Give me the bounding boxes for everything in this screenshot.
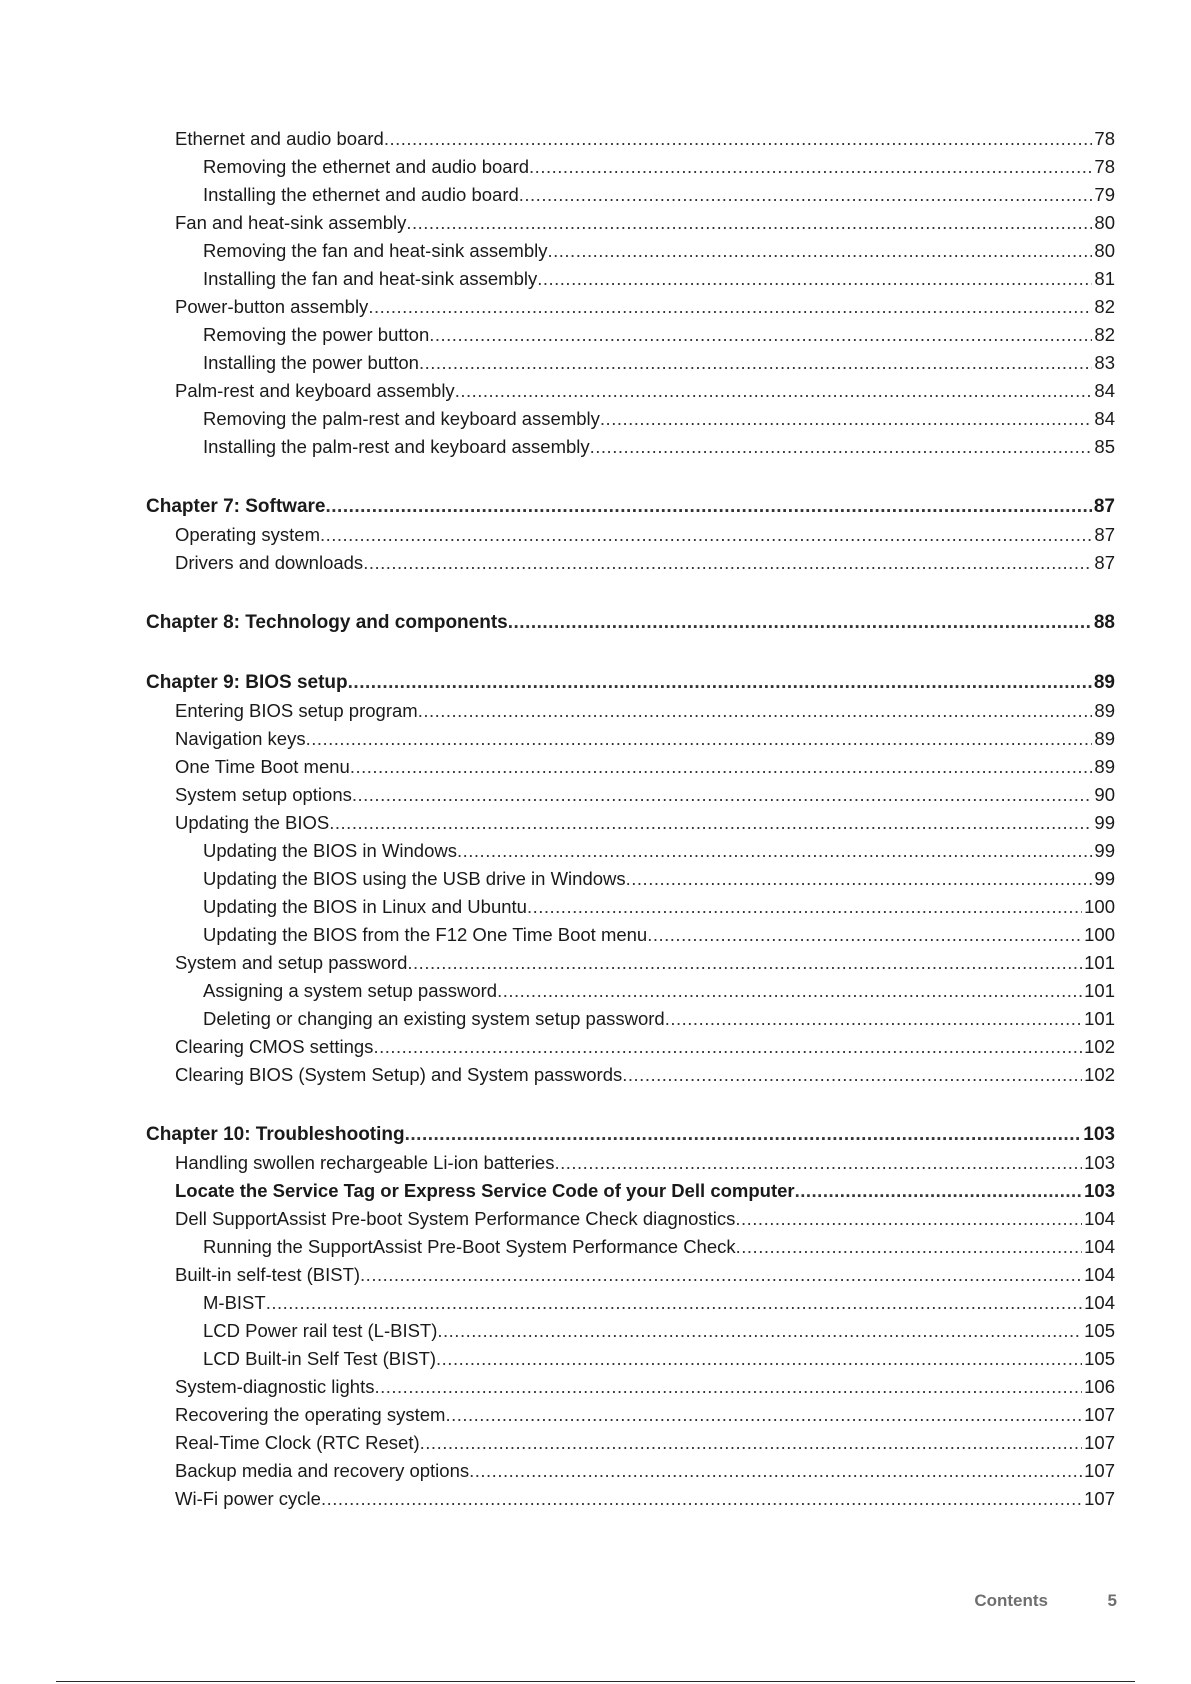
toc-page-number: 104 [1084, 1292, 1115, 1313]
toc-page-number: 87 [1094, 552, 1115, 573]
toc-entry[interactable] [146, 521, 1115, 549]
toc-page-number: 107 [1084, 1432, 1115, 1453]
toc-page-number: 89 [1094, 700, 1115, 721]
toc-page-number: 99 [1094, 812, 1115, 833]
toc-entry[interactable] [146, 1289, 1115, 1317]
toc-entry-title: Chapter 8: Technology and components [146, 612, 508, 633]
toc-entry-title: Operating system [175, 524, 320, 545]
toc-entry[interactable] [146, 977, 1115, 1005]
toc-entry-title: Updating the BIOS in Windows [203, 840, 457, 861]
toc-page-number: 82 [1094, 296, 1115, 317]
toc-chapter-entry[interactable] [146, 1121, 1115, 1149]
toc-page-number: 106 [1084, 1376, 1115, 1397]
toc-page-number: 105 [1084, 1320, 1115, 1341]
toc-entry[interactable] [146, 1429, 1115, 1457]
toc-entry-title: Chapter 9: BIOS setup [146, 672, 348, 693]
toc-chapter-entry[interactable] [146, 609, 1115, 637]
toc-page-number: 79 [1094, 184, 1115, 205]
toc-entry-title: Removing the power button [203, 324, 430, 345]
toc-entry-title: LCD Power rail test (L-BIST) [203, 1320, 438, 1341]
toc-dot-leader [407, 949, 1082, 977]
toc-dot-leader [469, 1457, 1082, 1485]
toc-page-number: 85 [1094, 436, 1115, 457]
toc-page-number: 103 [1084, 1152, 1115, 1173]
toc-dot-leader [529, 153, 1092, 181]
toc-entry[interactable] [146, 893, 1115, 921]
toc-entry-title: Removing the palm-rest and keyboard assembly [203, 408, 600, 429]
toc-page-number: 105 [1084, 1348, 1115, 1369]
toc-entry-title: Handling swollen rechargeable Li-ion batteries [175, 1152, 555, 1173]
toc-entry[interactable] [146, 1401, 1115, 1429]
toc-entry[interactable] [146, 865, 1115, 893]
toc-dot-leader [373, 1033, 1082, 1061]
toc-entry-title: Built-in self-test (BIST) [175, 1264, 361, 1285]
toc-page-number: 104 [1084, 1236, 1115, 1257]
toc-dot-leader [350, 753, 1093, 781]
toc-dot-leader [418, 697, 1093, 725]
toc-dot-leader [455, 377, 1093, 405]
toc-dot-leader [527, 893, 1082, 921]
toc-entry[interactable] [146, 949, 1115, 977]
toc-dot-leader [384, 125, 1093, 153]
toc-dot-leader [548, 237, 1093, 265]
toc-entry[interactable] [146, 181, 1115, 209]
toc-dot-leader [429, 321, 1092, 349]
footer-section-label: Contents [974, 1591, 1048, 1610]
table-of-contents [146, 125, 1115, 1513]
toc-dot-leader [795, 1177, 1083, 1205]
toc-page-number: 87 [1093, 496, 1115, 517]
toc-dot-leader [590, 433, 1093, 461]
toc-entry-title: Recovering the operating system [175, 1404, 446, 1425]
toc-entry-title: Removing the fan and heat-sink assembly [203, 240, 548, 261]
toc-entry[interactable] [146, 321, 1115, 349]
toc-entry[interactable] [146, 1061, 1115, 1089]
toc-entry[interactable] [146, 1205, 1115, 1233]
toc-page-number: 89 [1094, 756, 1115, 777]
toc-entry[interactable] [146, 377, 1115, 405]
toc-page-number: 80 [1094, 240, 1115, 261]
toc-entry-title: Installing the palm-rest and keyboard assembly [203, 436, 590, 457]
toc-page-number: 89 [1093, 672, 1115, 693]
toc-entry[interactable] [146, 1317, 1115, 1345]
toc-entry[interactable] [146, 237, 1115, 265]
toc-dot-leader [420, 1429, 1082, 1457]
toc-entry-title: Updating the BIOS [175, 812, 330, 833]
toc-page-number: 100 [1084, 924, 1115, 945]
toc-entry[interactable] [146, 921, 1115, 949]
toc-dot-leader [735, 1205, 1082, 1233]
toc-entry-title: Locate the Service Tag or Express Service Code of your Dell computer [175, 1180, 795, 1201]
toc-entry[interactable] [146, 153, 1115, 181]
toc-dot-leader [320, 521, 1092, 549]
toc-page-number: 102 [1084, 1064, 1115, 1085]
toc-page-number: 80 [1094, 212, 1115, 233]
toc-dot-leader [537, 265, 1092, 293]
toc-page-number: 101 [1084, 1008, 1115, 1029]
toc-dot-leader [445, 1401, 1082, 1429]
toc-entry-title: Assigning a system setup password [203, 980, 498, 1001]
toc-entry-title: Backup media and recovery options [175, 1460, 470, 1481]
toc-entry[interactable] [146, 1233, 1115, 1261]
toc-page-number: 84 [1094, 380, 1115, 401]
toc-entry-title: Power-button assembly [175, 296, 369, 317]
toc-entry[interactable] [146, 1149, 1115, 1177]
toc-entry-title: Navigation keys [175, 728, 306, 749]
toc-entry[interactable] [146, 1261, 1115, 1289]
toc-page-number: 87 [1094, 524, 1115, 545]
toc-entry-title: Drivers and downloads [175, 552, 364, 573]
toc-entry-title: Ethernet and audio board [175, 128, 384, 149]
toc-entry[interactable] [146, 1457, 1115, 1485]
toc-entry[interactable] [146, 781, 1115, 809]
toc-entry-title: Updating the BIOS in Linux and Ubuntu [203, 896, 527, 917]
toc-page-number: 78 [1094, 128, 1115, 149]
toc-entry[interactable] [146, 697, 1115, 725]
toc-page-number: 88 [1093, 612, 1115, 633]
toc-dot-leader [554, 1149, 1082, 1177]
toc-entry-title: Entering BIOS setup program [175, 700, 418, 721]
toc-entry[interactable] [146, 1005, 1115, 1033]
toc-dot-leader [457, 837, 1092, 865]
toc-chapter-entry[interactable] [146, 669, 1115, 697]
toc-entry-title: System setup options [175, 784, 352, 805]
toc-entry-title: Updating the BIOS from the F12 One Time Boot menu [203, 924, 648, 945]
toc-page-number: 78 [1094, 156, 1115, 177]
toc-entry-title: Chapter 7: Software [146, 496, 326, 517]
toc-page-number: 104 [1084, 1208, 1115, 1229]
toc-entry[interactable] [146, 837, 1115, 865]
toc-dot-leader [368, 293, 1092, 321]
toc-entry-title: Clearing CMOS settings [175, 1036, 374, 1057]
toc-dot-leader [374, 1373, 1082, 1401]
toc-entry[interactable] [146, 1373, 1115, 1401]
toc-dot-leader [647, 921, 1082, 949]
footer-page-number: 5 [1107, 1591, 1117, 1610]
toc-entry-title: System-diagnostic lights [175, 1376, 375, 1397]
toc-entry-title: Fan and heat-sink assembly [175, 212, 407, 233]
toc-page-number: 107 [1084, 1488, 1115, 1509]
page-footer [0, 1591, 1191, 1615]
toc-page-number: 102 [1084, 1036, 1115, 1057]
toc-entry-title: System and setup password [175, 952, 408, 973]
toc-dot-leader [665, 1005, 1082, 1033]
toc-entry-title: M-BIST [203, 1292, 266, 1313]
toc-entry[interactable] [146, 349, 1115, 377]
toc-dot-leader [622, 1061, 1082, 1089]
toc-page-number: 103 [1084, 1180, 1115, 1201]
toc-entry[interactable] [146, 1345, 1115, 1373]
toc-dot-leader [306, 725, 1093, 753]
toc-page-number: 101 [1084, 980, 1115, 1001]
toc-page-number: 82 [1094, 324, 1115, 345]
toc-entry[interactable] [146, 1177, 1115, 1205]
toc-page-number: 101 [1084, 952, 1115, 973]
toc-dot-leader [600, 405, 1093, 433]
toc-entry[interactable] [146, 809, 1115, 837]
toc-page-number: 107 [1084, 1404, 1115, 1425]
toc-dot-leader [736, 1233, 1082, 1261]
toc-page-number: 83 [1094, 352, 1115, 373]
toc-entry[interactable] [146, 1033, 1115, 1061]
toc-page-number: 103 [1083, 1124, 1115, 1145]
toc-dot-leader [348, 669, 1092, 697]
toc-page-number: 99 [1094, 868, 1115, 889]
toc-page-number: 107 [1084, 1460, 1115, 1481]
toc-entry-title: Installing the ethernet and audio board [203, 184, 519, 205]
toc-entry[interactable] [146, 125, 1115, 153]
toc-page-number: 89 [1094, 728, 1115, 749]
toc-entry-title: Installing the power button [203, 352, 419, 373]
bottom-divider [56, 1681, 1135, 1682]
toc-dot-leader [363, 549, 1092, 577]
toc-entry-title: Deleting or changing an existing system setup password [203, 1008, 665, 1029]
toc-dot-leader [406, 209, 1092, 237]
toc-entry-title: Real-Time Clock (RTC Reset) [175, 1432, 420, 1453]
toc-dot-leader [325, 493, 1091, 521]
toc-dot-leader [626, 865, 1093, 893]
toc-entry[interactable] [146, 265, 1115, 293]
toc-entry[interactable] [146, 209, 1115, 237]
toc-dot-leader [405, 1121, 1082, 1149]
toc-page-number: 90 [1094, 784, 1115, 805]
toc-entry-title: One Time Boot menu [175, 756, 350, 777]
toc-dot-leader [508, 609, 1092, 637]
toc-entry[interactable] [146, 405, 1115, 433]
toc-page-number: 104 [1084, 1264, 1115, 1285]
toc-entry-title: Dell SupportAssist Pre-boot System Performance Check diagnostics [175, 1208, 736, 1229]
toc-entry-title: Wi-Fi power cycle [175, 1488, 321, 1509]
toc-page-number: 99 [1094, 840, 1115, 861]
toc-entry-title: Palm-rest and keyboard assembly [175, 380, 455, 401]
toc-dot-leader [437, 1317, 1082, 1345]
toc-entry[interactable] [146, 753, 1115, 781]
toc-chapter-entry[interactable] [146, 493, 1115, 521]
toc-dot-leader [266, 1289, 1082, 1317]
toc-dot-leader [329, 809, 1092, 837]
toc-entry[interactable] [146, 433, 1115, 461]
toc-entry-title: Running the SupportAssist Pre-Boot System Performance Check [203, 1236, 736, 1257]
toc-page-number: 100 [1084, 896, 1115, 917]
toc-entry-title: Chapter 10: Troubleshooting [146, 1124, 405, 1145]
toc-dot-leader [497, 977, 1082, 1005]
toc-dot-leader [360, 1261, 1082, 1289]
toc-entry-title: Installing the fan and heat-sink assembly [203, 268, 538, 289]
toc-entry-title: Removing the ethernet and audio board [203, 156, 530, 177]
toc-dot-leader [321, 1485, 1082, 1513]
toc-entry-title: Updating the BIOS using the USB drive in Windows [203, 868, 626, 889]
toc-entry[interactable] [146, 293, 1115, 321]
toc-entry[interactable] [146, 725, 1115, 753]
toc-entry[interactable] [146, 1485, 1115, 1513]
toc-page-number: 81 [1094, 268, 1115, 289]
toc-entry-title: Clearing BIOS (System Setup) and System passwords [175, 1064, 623, 1085]
toc-dot-leader [436, 1345, 1082, 1373]
toc-entry[interactable] [146, 549, 1115, 577]
toc-page-number: 84 [1094, 408, 1115, 429]
toc-dot-leader [419, 349, 1092, 377]
toc-entry-title: LCD Built-in Self Test (BIST) [203, 1348, 437, 1369]
toc-dot-leader [519, 181, 1093, 209]
toc-dot-leader [352, 781, 1093, 809]
